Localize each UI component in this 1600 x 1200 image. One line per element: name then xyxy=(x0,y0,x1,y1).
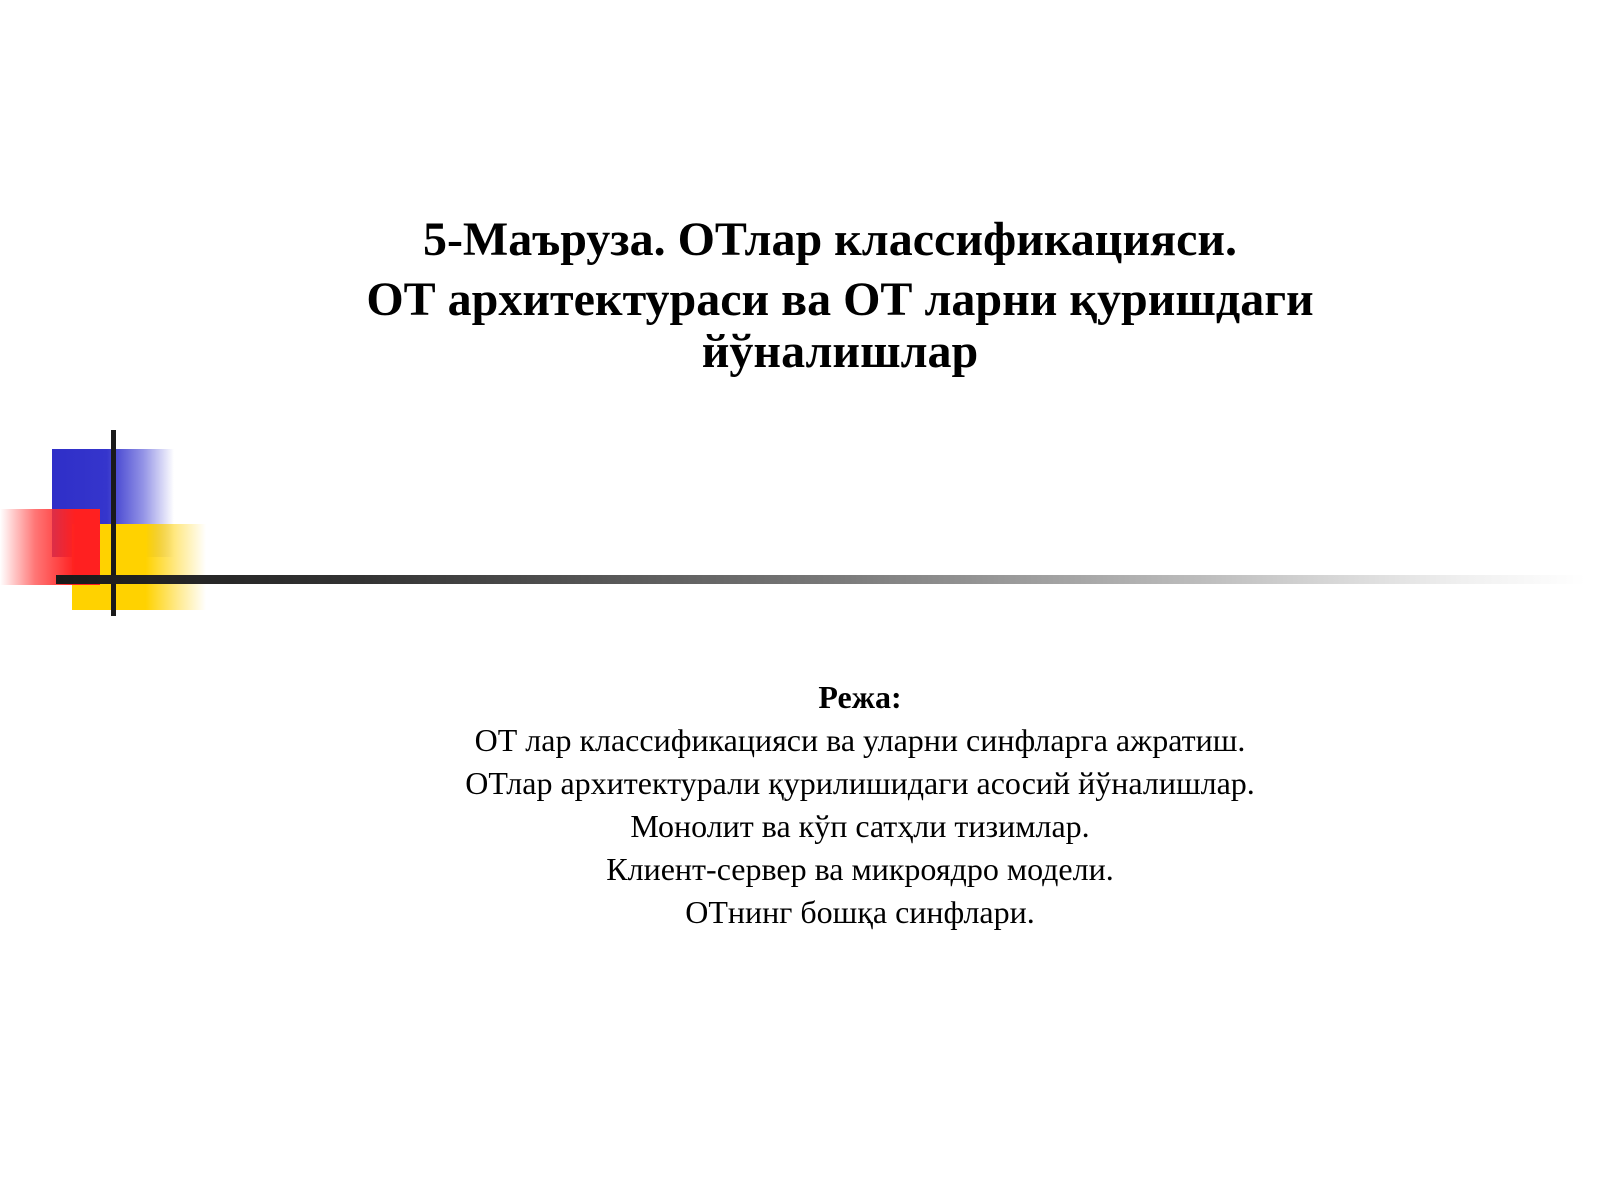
plan-item: ОТнинг бошқа синфлари. xyxy=(685,894,1035,930)
slide-title xyxy=(300,214,1380,378)
plan-heading: Режа: xyxy=(818,679,902,715)
red-square-shape xyxy=(0,509,100,585)
vertical-divider-line xyxy=(111,430,116,616)
title-line-1: 5-Маъруза. ОТлар классификацияси. xyxy=(422,213,1238,266)
plan-item: ОТлар архитектурали қурилишидаги асосий йўналишлар. xyxy=(465,765,1255,801)
title-line-2: ОТ архитектураси ва ОТ ларни қуришдаги йўналишлар xyxy=(366,273,1314,378)
yellow-square-shape xyxy=(72,524,206,610)
plan-item: Клиент-сервер ва микроядро модели. xyxy=(606,851,1114,887)
blue-square-shape xyxy=(52,449,174,557)
plan-item: Монолит ва кўп сатҳли тизимлар. xyxy=(630,808,1090,844)
plan-section xyxy=(360,676,1360,934)
horizontal-divider-line xyxy=(56,575,1586,584)
plan-item: ОТ лар классификацияси ва уларни синфларга ажратиш. xyxy=(474,722,1246,758)
